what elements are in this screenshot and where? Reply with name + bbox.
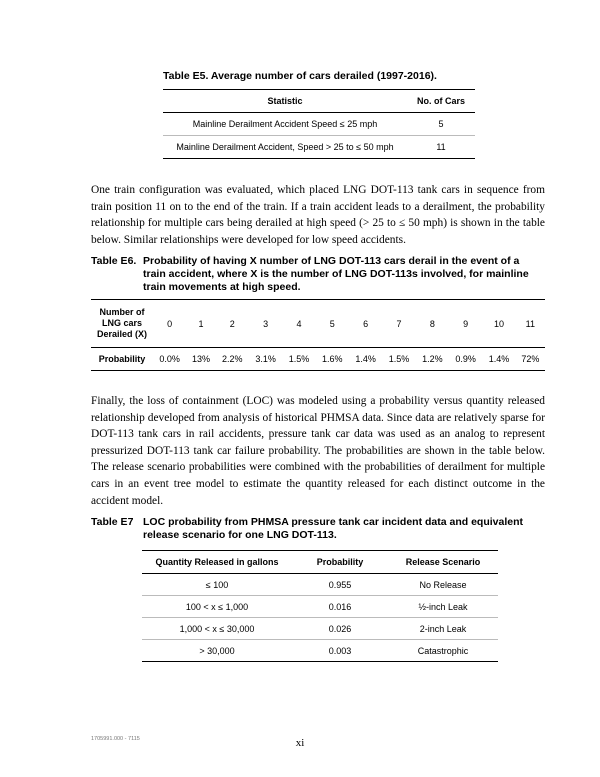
table-row [91,300,545,348]
table-cell: Catastrophic [388,640,498,662]
table-cell: 11 [516,300,545,348]
table-cell: 8 [416,300,449,348]
table-e7-caption [91,516,551,546]
table-cell: 13% [186,348,215,371]
table-e7 [142,550,498,662]
table-cell: 0.003 [292,640,388,662]
table-cell: 0.026 [292,618,388,640]
table-e6 [91,299,545,371]
table-cell: 0.016 [292,596,388,618]
column-header: Quantity Released in gallons [142,551,292,574]
table-cell: 1.5% [382,348,415,371]
column-header: Statistic [163,90,407,113]
table-cell: 5 [438,119,444,129]
row-header: Number of LNG cars Derailed (X) [91,300,153,348]
table-cell: 9 [449,300,482,348]
table-cell: 100 < x ≤ 1,000 [142,596,292,618]
table-cell: 72% [516,348,545,371]
table-row [142,640,498,662]
table-cell: Mainline Derailment Accident, Speed > 25 to ≤ 50 mph [163,136,407,159]
table-e5 [163,89,475,159]
body-paragraph: One train configuration was evaluated, which placed LNG DOT-113 tank cars in sequence from train position 11 on to the end of the train. If a train accident leads to a derailment, the probability relationship for multiple cars being derailed at high speed (> 25 to ≤ 50 mph) is shown in the table below. Similar relationships were developed for low speed accidents. [91,184,545,246]
table-cell: 1.6% [316,348,349,371]
table-row [163,113,475,136]
table-cell: 11 [407,136,475,159]
table-row [142,574,498,596]
table-cell: 1,000 < x ≤ 30,000 [142,618,292,640]
table-cell: 3.1% [249,348,282,371]
table-cell: 1.5% [282,348,315,371]
caption-number: Table E6. [91,255,137,267]
table-e6-caption [91,255,551,295]
table-cell: 0 [153,300,186,348]
page-number: xi [295,737,305,749]
caption-number: Table E7 [91,516,134,528]
column-header: Probability [292,551,388,574]
table-header-row [142,551,498,574]
table-cell: 1.2% [416,348,449,371]
table-header-row [163,90,475,113]
caption-text: Probability of having X number of LNG DOT-113 cars derail in the event of a train accident, where X is the number of LNG DOT-113s involved, for mainline train movements at high speed. [143,255,529,293]
table-cell: 3 [249,300,282,348]
table-cell: 7 [382,300,415,348]
table-cell: 1 [186,300,215,348]
table-cell: 0.9% [449,348,482,371]
table-cell: 6 [349,300,382,348]
table-cell: 10 [482,300,515,348]
row-header: Probability [91,348,153,371]
table-cell: ≤ 100 [205,579,229,590]
table-row [91,348,545,371]
body-paragraph: Finally, the loss of containment (LOC) was modeled using a probability versus quantity released relationship developed from analysis of historical PHMSA data. Since data are relatively sparse for DOT-113 tank cars in rail accidents, pressure tank car data was used as an analog to represent pressurized DOT-113 tank car failure probability. The probabilities are shown in the table below. The release scenario probabilities were combined with the probabilities of derailment for multiple cars in an event tree model to estimate the quantity released for each distinct outcome in the accident model. [91,395,545,507]
column-header: No. of Cars [407,90,475,113]
table-cell: 4 [282,300,315,348]
table-cell: Mainline Derailment Accident Speed ≤ 25 mph [192,119,378,129]
table-cell: 1.4% [349,348,382,371]
table-row [142,618,498,640]
table-cell: No Release [419,579,467,590]
caption-text: LOC probability from PHMSA pressure tank car incident data and equivalent release scenario for one LNG DOT-113. [143,516,524,541]
table-cell: 2-inch Leak [388,618,498,640]
table-cell: 1.4% [482,348,515,371]
table-cell: 0.0% [153,348,186,371]
table-e5-caption: Table E5. Average number of cars derailed (1997-2016). [163,70,437,82]
table-row [163,136,475,159]
table-cell: 0.955 [328,579,352,590]
table-cell: 2.2% [216,348,249,371]
table-cell: ½-inch Leak [388,596,498,618]
table-cell: > 30,000 [142,640,292,662]
table-row [142,596,498,618]
table-cell: 5 [316,300,349,348]
column-header: Release Scenario [388,551,498,574]
table-cell: 2 [216,300,249,348]
document-number: 1705991.000 - 7115 [91,736,140,742]
